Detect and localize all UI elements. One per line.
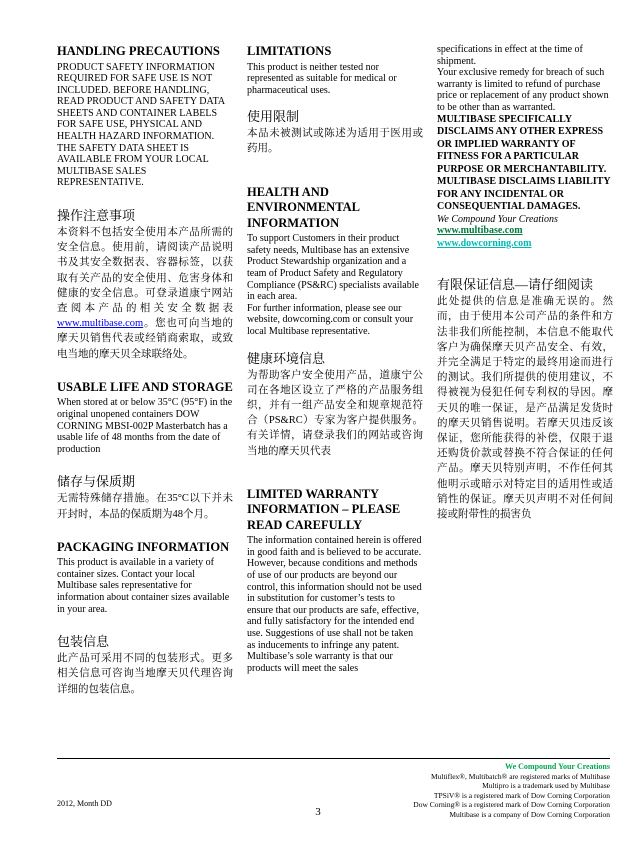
section-packaging-zh [57, 633, 233, 697]
disclaimer-liability: MULTIBASE DISCLAIMS LIABILITY FOR ANY INCIDENTAL OR CONSEQUENTIAL DAMAGES. [437, 176, 611, 213]
section-body: For further information, please see our website, dowcorning.com or consult your local Multibase representative. [247, 302, 414, 337]
dowcorning-link-row [437, 238, 613, 251]
column-3 [437, 44, 613, 715]
trademark-line: Dow Corning® is a registered mark of Dow Corning Corporation [413, 800, 610, 810]
section-storage-zh [57, 473, 233, 521]
section-body-zh: 无需特殊储存措施。在35°C以下并未开封时，本品的保质期为48个月。 [57, 493, 233, 520]
section-limitations [247, 44, 423, 96]
column-2 [247, 44, 423, 715]
footer-divider [57, 758, 610, 759]
section-heading: PACKAGING INFORMATION [57, 539, 230, 554]
multibase-link[interactable]: www.multibase.com [57, 318, 144, 330]
section-limited-warranty [247, 487, 423, 675]
section-health-zh [247, 350, 423, 459]
section-heading: LIMITED WARRANTY INFORMATION – PLEASE READ CAREFULLY [247, 486, 401, 532]
content-columns [57, 44, 613, 715]
section-heading-zh: 包装信息 [57, 634, 110, 650]
disclaimer-express-implied: MULTIBASE SPECIFICALLY DISCLAIMS ANY OTHER EXPRESS OR IMPLIED WARRANTY OF FITNESS FOR A PARTICULAR PURPOSE OR MERCHANTABILITY. [437, 113, 607, 175]
section-body: PRODUCT SAFETY INFORMATION REQUIRED FOR SAFE USE IS NOT INCLUDED. BEFORE HANDLING, READ PRODUCT AND SAFETY DATA SHEETS AND CONTAINER LABELS FOR SAFE USE, PHYSICAL AND HEALTH HAZARD INFORMATION. THE SAFETY DATA SHEET IS AVAILABLE FROM YOUR LOCAL MULTIBASE SALES REPRESENTATIVE. [57, 61, 225, 189]
column-1 [57, 44, 233, 715]
warranty-continuation: specifications in effect at the time of shipment. [437, 44, 583, 67]
section-body-zh: 此产品可采用不同的包装形式。更多相关信息可咨询当地摩天贝代理咨询详细的包装信息。 [57, 653, 233, 695]
exclusive-remedy-paragraph: Your exclusive remedy for breach of such warranty is limited to refund of purchase price or replacement of any product shown to be other than as warranted. [437, 67, 609, 113]
section-handling-precautions-zh [57, 207, 233, 362]
section-body-zh: 为帮助客户安全使用产品，道康宁公司在各地区设立了严格的产品服务组织，并有一组产品安全和规章规范符合（PS&RC）专家为客户提供服务。有关详情，请登录我们的网站或咨询当地的摩天贝代表 [247, 369, 423, 457]
section-body: Multibase’s sole warranty is that our products will meet the sales [247, 651, 393, 674]
section-body: This product is neither tested nor represented as suitable for medical or pharmaceutical uses. [247, 61, 397, 96]
section-heading: HEALTH AND ENVIRONMENTAL INFORMATION [247, 184, 360, 230]
section-health-environmental [247, 185, 423, 338]
section-body: The information contained herein is offered in good faith and is believed to be accurate. However, because conditions and methods of use of our products are beyond our control, this information should not be used in substitution for customer’s tests to ensure that our products are safe, effective, and fully satisfactory for the intended end use. Suggestions of use shall not be taken as inducements to infringe any patent. [247, 535, 422, 651]
section-heading: LIMITATIONS [247, 44, 332, 58]
section-heading-zh: 健康环境信息 [247, 350, 326, 366]
section-heading-zh: 有限保证信息—请仔细阅读 [437, 277, 594, 293]
multibase-link[interactable]: www.multibase.com [437, 225, 523, 237]
section-handling-precautions [57, 44, 233, 189]
section-body: This product is available in a variety of container sizes. Contact your local Multibase sales representative for information about container sizes available in your area. [57, 557, 230, 615]
section-body: When stored at or below 35°C (95°F) in the original unopened containers DOW CORNING MBSI-002P Masterbatch has a usable life of 48 months from the date of production [57, 397, 233, 455]
trademark-line: Multipro is a trademark used by Multibase [482, 781, 610, 791]
section-heading: USABLE LIFE AND STORAGE [57, 379, 233, 394]
trademark-line: Multibase is a company of Dow Corning Corporation [449, 809, 610, 819]
dowcorning-link[interactable]: www.dowcorning.com [437, 237, 532, 249]
section-body-zh: 此处提供的信息是准确无误的。然而，由于使用本公司产品的条件和方法非我们所能控制，本信息不能取代客户为确保摩天贝产品安全、有效，并完全满足于特定的最终用途而进行的测试。我们所提供的使用建议，不得被视为侵犯任何专利权的导因。摩天贝的唯一保证，是产品满足发货时的摩天贝销售说明。若摩天贝违反该保证，您所能获得的补偿，仅限于退还购货价款或替换不符合保证的任何产品。摩天贝特别声明，不作任何其他明示或暗示对特定目的适用性或适销性的保证。摩天贝声明不对任何间接或附带性的损害负 [437, 296, 613, 520]
section-body-zh [57, 225, 233, 362]
trademark-line: TPSiV® is a registered mark of Dow Corning Corporation [433, 790, 610, 800]
brand-tagline: We Compound Your Creations [437, 213, 558, 225]
section-heading-zh: 储存与保质期 [57, 474, 136, 490]
section-heading: HANDLING PRECAUTIONS [57, 44, 220, 58]
body-text: 本资料不包括安全使用本产品所需的安全信息。使用前，请阅读产品说明书及其安全数据表、容器标签，以获取有关产品的安全使用、危害身体和健康的安全信息。可登录道康宁网站查阅本产品的相关安全数据表 [57, 227, 233, 315]
section-usable-life-storage [57, 380, 233, 455]
section-limitations-zh [247, 108, 423, 156]
footer-date: 2012, Month DD [57, 799, 112, 808]
section-limited-warranty-zh [437, 276, 613, 522]
multibase-link-row [437, 225, 613, 238]
section-heading-zh: 使用限制 [247, 109, 300, 125]
section-heading-zh: 操作注意事项 [57, 208, 136, 224]
footer-tagline: We Compound Your Creations [505, 762, 610, 771]
section-body: To support Customers in their product safety needs, Multibase has an extensive Product Stewardship organization and a team of Product Safety and Regulatory Compliance (PS&RC) specialists available in each area. [247, 233, 419, 303]
body-text: 。您也可向当地的摩天贝销售代表或经销商索取，或致电当地的摩天贝全球联络处。 [57, 318, 233, 360]
section-body-zh: 本品未被测试或陈述为适用于医用或药用。 [247, 128, 423, 155]
trademark-line: Multiflex®, Multibatch® are registered marks of Multibase [430, 771, 610, 781]
section-packaging-information [57, 540, 233, 615]
page-number: 3 [315, 806, 321, 818]
